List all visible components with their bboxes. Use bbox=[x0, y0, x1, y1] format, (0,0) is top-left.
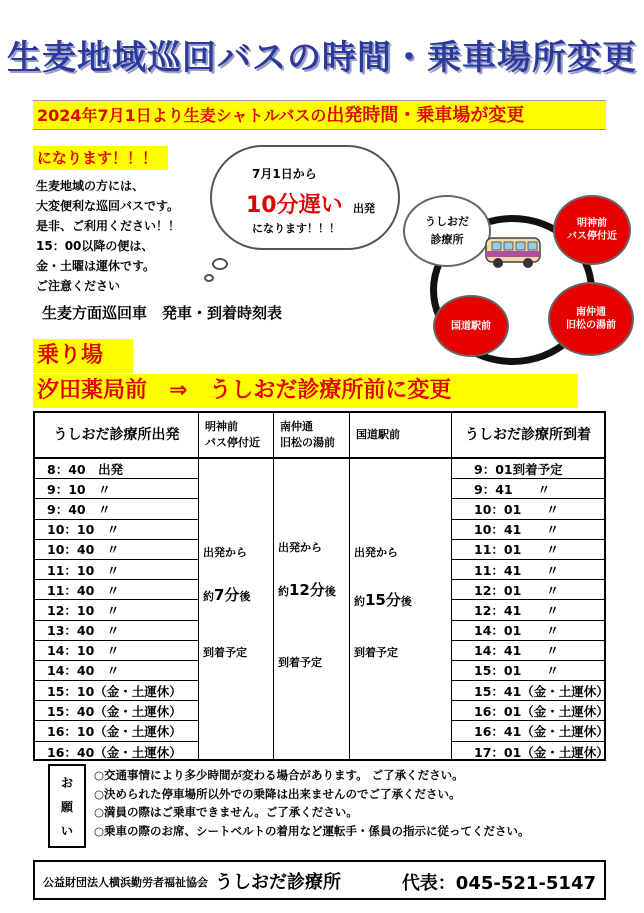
note-item: ○決められた停車場所以外での乗降は出来ませんのでご了承ください。 bbox=[94, 786, 461, 801]
column-header: 国道駅前 bbox=[350, 413, 451, 459]
arrival-rows bbox=[452, 459, 609, 760]
note-item: ○満員の際はご乗車できません。ご了承ください。 bbox=[94, 805, 358, 819]
note-item: ○乗車の際のお席、シートベルトの着用など運転手・係員の指示に従ってください。 bbox=[94, 823, 530, 838]
stop-minami-bubble bbox=[548, 282, 634, 356]
bus-icon bbox=[483, 232, 545, 272]
table-row: 10：01 〃 bbox=[452, 499, 604, 519]
eta-pre: 約 bbox=[278, 585, 289, 598]
column-header: うしおだ診療所出発 bbox=[35, 413, 198, 459]
footer-clinic-name: うしおだ診療所 bbox=[215, 872, 341, 893]
stop-label: 南仲通 bbox=[576, 307, 606, 318]
table-row: 9：41 〃 bbox=[452, 479, 604, 499]
notice-prefix: 2024年7月1日より生麦シャトルバスの bbox=[37, 106, 327, 125]
column-header bbox=[199, 413, 273, 459]
eta-duration bbox=[203, 584, 250, 605]
intro-text bbox=[36, 176, 226, 296]
table-row: 12：41 〃 bbox=[452, 600, 604, 620]
cloud-depart-text: 出発 bbox=[353, 202, 375, 215]
table-row: 16：41（金・土運休） bbox=[452, 721, 604, 741]
table-row: 12：10 〃 bbox=[35, 600, 198, 620]
minami-column bbox=[274, 413, 350, 759]
footer-organization: 公益財団法人横浜勤労者福祉協会 bbox=[43, 876, 208, 889]
note-item: ○交通事情により多少時間が変わる場合があります。 ご了承ください。 bbox=[94, 768, 464, 782]
header-line: バス停付近 bbox=[205, 436, 260, 449]
eta-from: 出発から bbox=[278, 541, 322, 554]
kokudo-column bbox=[350, 413, 452, 759]
table-row: 17：01（金・土運休） bbox=[474, 744, 609, 760]
table-row: 14：40 〃 bbox=[35, 661, 198, 681]
table-row: 14：41 〃 bbox=[452, 641, 604, 661]
table-row: 14：10 〃 bbox=[35, 641, 198, 661]
table-row: 11：10 〃 bbox=[35, 560, 198, 580]
table-row: 13：40 〃 bbox=[35, 621, 198, 641]
myojin-column bbox=[199, 413, 274, 759]
notice-continuation: になります！！！ bbox=[33, 146, 168, 170]
stop-label: うしおだ bbox=[425, 215, 469, 228]
cloud-delay-text: 10分遅い bbox=[246, 193, 343, 218]
stop-label: 診療所 bbox=[430, 233, 464, 246]
timetable-heading: 生麦方面巡回車 発車・到着時刻表 bbox=[42, 304, 283, 322]
cloud-tail-puff bbox=[204, 274, 214, 282]
eta-from: 出発から bbox=[203, 546, 247, 559]
table-row: 16：40（金・土運休） bbox=[47, 744, 182, 760]
arrival-column bbox=[452, 413, 609, 760]
table-row: 9：10 〃 bbox=[35, 479, 198, 499]
eta-from: 出発から bbox=[354, 546, 398, 559]
intro-line: 15：00以降の便は、 bbox=[36, 239, 154, 253]
eta-post: 後 bbox=[324, 585, 336, 598]
eta-minutes: 7分 bbox=[214, 586, 240, 604]
request-char: 願 bbox=[60, 799, 73, 814]
eta-arrival: 到着予定 bbox=[354, 646, 398, 659]
table-row: 16：10（金・土運休） bbox=[35, 721, 198, 741]
cloud-date-text: 7月1日から bbox=[252, 167, 317, 181]
table-row: 10：10 〃 bbox=[35, 520, 198, 540]
intro-line: 金・土曜は運休です。 bbox=[36, 259, 156, 273]
stop-kokudo-bubble bbox=[433, 295, 509, 357]
table-row: 12：01 〃 bbox=[452, 580, 604, 600]
eta-arrival: 到着予定 bbox=[278, 656, 322, 669]
cloud-closing-text: になります！！！ bbox=[252, 222, 340, 235]
eta-duration bbox=[278, 579, 336, 600]
table-row: 15：01 〃 bbox=[452, 661, 604, 681]
change-notice-banner bbox=[33, 100, 606, 130]
departure-rows bbox=[35, 459, 198, 759]
table-row: 11：41 〃 bbox=[452, 560, 604, 580]
stop-myojin-bubble bbox=[553, 195, 631, 265]
notes-list bbox=[94, 766, 530, 840]
boarding-change: 汐田薬局前 ⇒ うしおだ診療所前に変更 bbox=[33, 374, 578, 408]
table-row: 10：41 〃 bbox=[452, 520, 604, 540]
intro-line: ご注意ください bbox=[36, 279, 121, 293]
table-row: 11：01 〃 bbox=[452, 540, 604, 560]
stop-label: バス停付近 bbox=[567, 231, 617, 242]
eta-duration bbox=[354, 589, 412, 610]
request-char: お bbox=[60, 775, 73, 790]
eta-pre: 約 bbox=[203, 590, 214, 603]
table-row: 11：40 〃 bbox=[35, 580, 198, 600]
header-line: 明神前 bbox=[205, 420, 238, 433]
timetable bbox=[33, 411, 609, 761]
request-char: い bbox=[60, 823, 73, 838]
footer-phone: 代表：045-521-5147 bbox=[401, 873, 596, 894]
page-title: 生麦地域巡回バスの時間・乗車場所変更 bbox=[7, 38, 637, 78]
table-row: 14：01 〃 bbox=[452, 621, 604, 641]
table-row: 15：41（金・土運休） bbox=[452, 681, 604, 701]
eta-arrival: 到着予定 bbox=[203, 646, 247, 659]
notice-emphasis: 出発時間・乗車場が変更 bbox=[326, 105, 525, 126]
intro-line: 大変便利な巡回バスです。 bbox=[36, 199, 180, 213]
table-row: 15：10（金・土運休） bbox=[35, 681, 198, 701]
myojin-eta-note bbox=[203, 459, 271, 759]
table-row: 16：01（金・土運休） bbox=[452, 701, 604, 721]
column-header bbox=[274, 413, 349, 459]
table-row: 15：40（金・土運休） bbox=[35, 701, 198, 721]
header-line: 南仲通 bbox=[280, 420, 313, 433]
table-row: 8：40 出発 bbox=[35, 459, 198, 479]
stop-label: 明神前 bbox=[577, 218, 607, 229]
stop-label: 旧松の湯前 bbox=[566, 320, 616, 331]
eta-post: 後 bbox=[239, 590, 251, 603]
kokudo-eta-note bbox=[354, 459, 449, 759]
cloud-tail-puff bbox=[212, 258, 228, 270]
boarding-label: 乗り場 bbox=[33, 339, 133, 373]
departure-column bbox=[35, 413, 199, 759]
eta-pre: 約 bbox=[354, 595, 365, 608]
request-label-box bbox=[48, 764, 86, 848]
stop-clinic-bubble bbox=[403, 195, 491, 267]
table-row: 9：40 〃 bbox=[35, 499, 198, 519]
footer bbox=[33, 860, 606, 900]
column-header: うしおだ診療所到着 bbox=[452, 413, 604, 459]
eta-post: 後 bbox=[400, 595, 412, 608]
stop-label: 国道駅前 bbox=[451, 320, 491, 332]
intro-line: 生麦地域の方には、 bbox=[36, 179, 145, 193]
eta-minutes: 12分 bbox=[289, 581, 325, 599]
table-row: 9：01到着予定 bbox=[452, 459, 604, 479]
intro-line: 是非、ご利用ください！！ bbox=[36, 219, 181, 233]
minami-eta-note bbox=[278, 459, 347, 759]
eta-minutes: 15分 bbox=[365, 591, 401, 609]
table-row: 10：40 〃 bbox=[35, 540, 198, 560]
header-line: 旧松の湯前 bbox=[280, 436, 335, 449]
